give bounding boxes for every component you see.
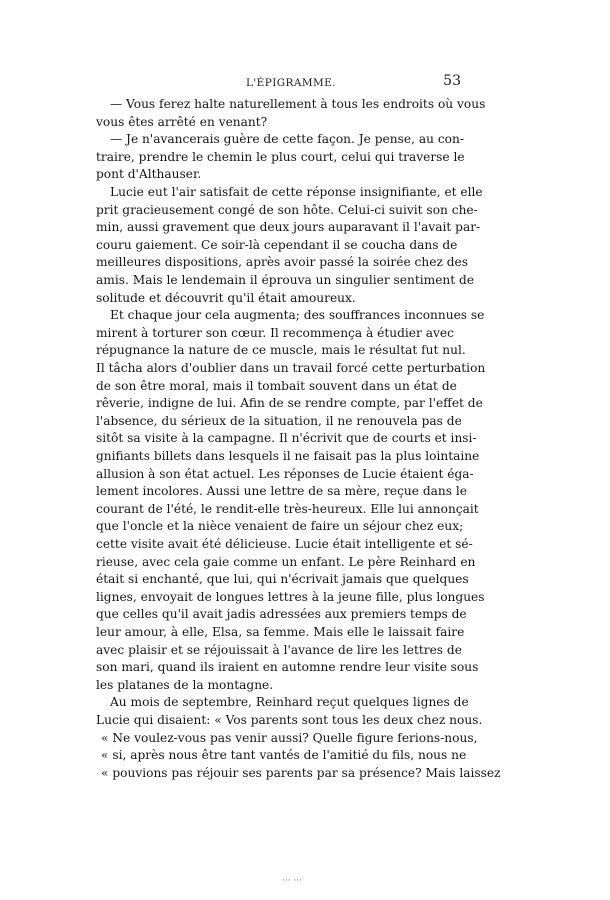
text-line: que l'oncle et la nièce venaient de faire un séjour chez eux; [96, 519, 464, 534]
text-line: « si, après nous être tant vantés de l'amitié du fils, nous ne [101, 748, 467, 763]
text-line: min, aussi gravement que deux jours auparavant il l'avait par- [96, 220, 481, 235]
text-line: couru gaiement. Ce soir-là cependant il se coucha dans de [96, 237, 458, 252]
text-line: cette visite avait été délicieuse. Lucie était intelligente et sé- [96, 537, 473, 551]
footer-marks: ··· ··· [282, 876, 303, 886]
text-line: — Vous ferez halte naturellement à tous les endroits où vous [110, 97, 486, 111]
text-line: allusion à son état actuel. Les réponses de Lucie étaient éga- [96, 466, 474, 481]
text-line: les platanes de la montagne. [96, 677, 274, 692]
text-line: lignes, envoyait de longues lettres à la jeune fille, plus longues [96, 589, 485, 604]
text-line: son mari, quand ils iraient en automne rendre leur visite sous [96, 660, 479, 675]
text-line: Lucie eut l'air satisfait de cette réponse insignifiante, et elle [110, 185, 483, 199]
text-line: gnifiants billets dans lesquels il ne faisait pas la plus lointaine [96, 449, 480, 463]
text-line: « Ne voulez-vous pas venir aussi? Quelle figure ferions-nous, [101, 730, 478, 745]
text-line: lement incolores. Aussi une lettre de sa mère, reçue dans le [96, 484, 468, 499]
text-line: prit gracieusement congé de son hôte. Celui-ci suivit son che- [96, 202, 478, 217]
text-line: — Je n'avancerais guère de cette façon. Je pense, au con- [110, 132, 464, 147]
text-line: amis. Mais le lendemain il éprouva un singulier sentiment de [96, 273, 475, 287]
running-title: L'ÉPIGRAMME. [246, 77, 336, 89]
text-line: l'absence, du sérieux de la situation, il ne renouvela pas de [96, 413, 462, 428]
text-line: « pouvions pas réjouir ses parents par sa présence? Mais laissez [101, 765, 501, 780]
text-line: meilleures dispositions, après avoir passé la soirée chez des [96, 255, 469, 270]
text-line: répugnance la nature de ce muscle, mais le résultat fut nul. [96, 343, 466, 358]
text-line: leur amour, à elle, Elsa, sa femme. Mais elle le laissait faire [96, 625, 465, 639]
text-line: courant de l'été, le rendit-elle très-heureux. Elle lui annonçait [96, 501, 479, 516]
page-number: 53 [443, 73, 461, 89]
text-line: Et chaque jour cela augmenta; des souffrances inconnues se [110, 308, 485, 323]
text-line: avec plaisir et se réjouissait à l'avance de lire les lettres de [96, 642, 462, 657]
text-line: mirent à torturer son cœur. Il recommença à étudier avec [96, 325, 454, 340]
text-line: Lucie qui disaient: « Vos parents sont tous les deux chez nous. [96, 713, 483, 727]
text-line: rieuse, avec cela gaie comme un enfant. Le père Reinhard en [96, 554, 476, 569]
text-line: vous êtes arrêté en venant? [96, 114, 268, 129]
text-line: était si enchanté, que lui, qui n'écrivait jamais que quelques [96, 572, 469, 587]
text-line: traire, prendre le chemin le plus court, celui qui traverse le [96, 149, 465, 164]
text-line: Au mois de septembre, Reinhard reçut quelques lignes de [110, 695, 469, 710]
text-line: rêverie, indigne de lui. Afin de se rendre compte, par l'effet de [96, 396, 483, 411]
text-line: sitôt sa visite à la campagne. Il n'écrivit que de courts et insi- [96, 431, 477, 446]
text-line: que celles qu'il avait jadis adressées aux premiers temps de [96, 607, 467, 622]
text-line: Il tâcha alors d'oublier dans un travail forcé cette perturbation [96, 361, 486, 375]
text-line: de son être moral, mais il tombait souvent dans un état de [96, 378, 457, 393]
text-line: pont d'Althauser. [96, 167, 202, 182]
text-line: solitude et découvrit qu'il était amoureux. [96, 290, 356, 305]
